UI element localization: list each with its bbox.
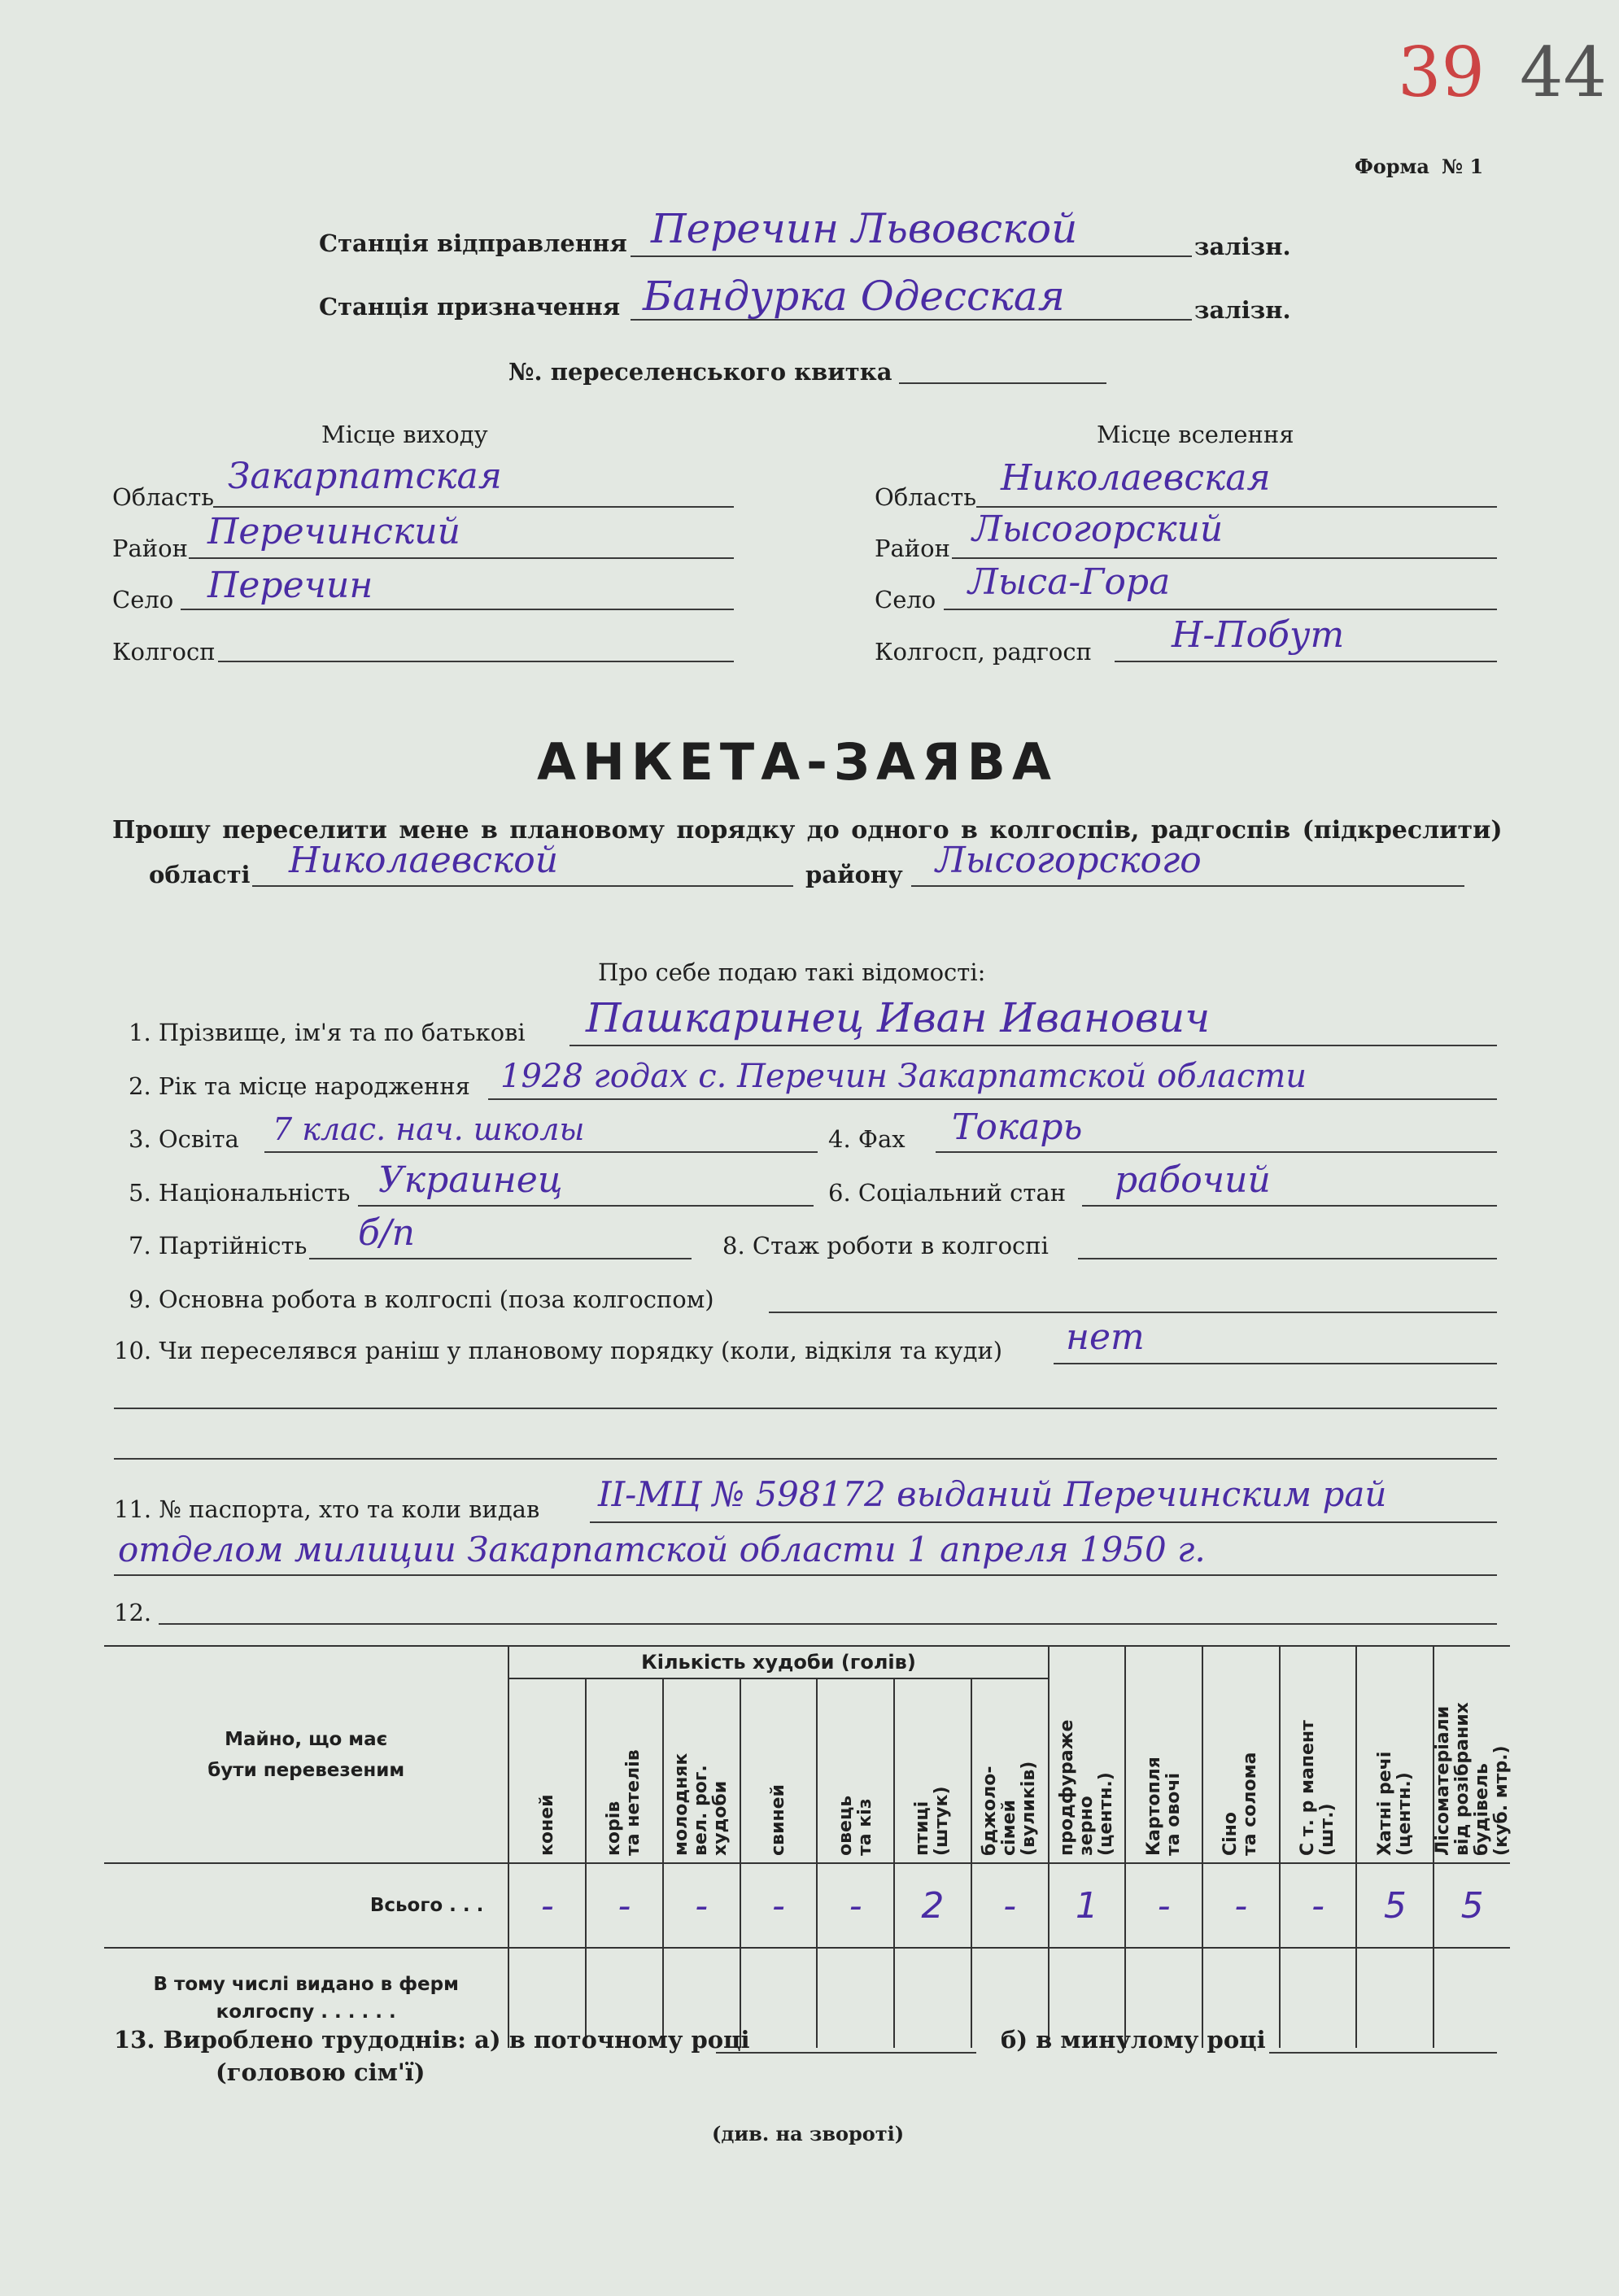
col-header-0: коней: [508, 1678, 586, 1863]
col-header-10: С т. р мапент (шт.): [1280, 1646, 1357, 1863]
f10-value: нет: [1066, 1316, 1145, 1358]
f3-label: 3. Освіта: [129, 1125, 239, 1153]
request-oblast-label: області: [149, 861, 251, 888]
row-total-value-12: 5: [1434, 1863, 1510, 1948]
row-total-value-2: -: [663, 1863, 740, 1948]
f13-b-label: б) в минулому році: [1001, 2026, 1266, 2054]
row-total-value-3: -: [740, 1863, 818, 1948]
f13-label: 13. Вироблено трудоднів: а) в поточному році: [114, 2026, 750, 2054]
col-header-4: овець та кіз: [817, 1678, 894, 1863]
f4-label: 4. Фах: [828, 1125, 906, 1153]
row-total-label: Всього . . .: [104, 1863, 508, 1948]
property-header: Майно, що має бути перевезеним: [207, 1728, 405, 1781]
request-oblast-value: Николаевской: [289, 840, 559, 881]
f1-label: 1. Прізвище, ім'я та по батькові: [129, 1019, 526, 1046]
request-raion-label: району: [805, 861, 903, 888]
destination-station-value: Бандурка Одесская: [643, 273, 1065, 320]
origin-raion-label: Район: [112, 535, 188, 562]
col-header-3: свиней: [740, 1678, 818, 1863]
origin-selo-value: Перечин: [207, 565, 373, 606]
col-header-11: Хатні речі (центн.): [1356, 1646, 1434, 1863]
col-header-12: Лісоматеріали від розібраних будівель (куб. мтр.): [1434, 1646, 1510, 1863]
row-total-value-9: -: [1202, 1863, 1280, 1948]
destination-station-label: Станція призначення: [319, 293, 621, 321]
f7-label: 7. Партійність: [129, 1232, 308, 1259]
col-header-7: продфураже зерно (центн.): [1049, 1646, 1126, 1863]
request-text: Прошу переселити мене в плановому порядку до одного в колгоспів, радгоспів (підкреслити): [112, 816, 1503, 845]
origin-raion-value: Перечинский: [207, 511, 460, 552]
archive-number-gray: 44: [1520, 33, 1607, 112]
f7-value: б/п: [358, 1212, 416, 1254]
f13-sub: (головою сім'ї): [216, 2058, 425, 2086]
destination-heading: Місце вселення: [1097, 421, 1294, 448]
dest-raion-value: Лысогорский: [972, 509, 1224, 550]
f12-label: 12.: [114, 1599, 152, 1626]
f10-label: 10. Чи переселявся раніш у плановому порядку (коли, відкіля та куди): [114, 1337, 1003, 1364]
col-header-9: Сіно та солома: [1202, 1646, 1280, 1863]
row-total-value-4: -: [817, 1863, 894, 1948]
request-raion-value: Лысогорского: [936, 840, 1202, 881]
f5-label: 5. Національність: [129, 1179, 351, 1207]
f9-label: 9. Основна робота в колгоспі (поза колгоспом): [129, 1285, 714, 1313]
f11-value-line2: отделом милиции Закарпатской области 1 апреля 1950 г.: [118, 1530, 1206, 1569]
departure-station-label: Станція відправлення: [319, 229, 627, 257]
f2-value: 1928 годах с. Перечин Закарпатской области: [500, 1058, 1307, 1095]
row-total-value-0: -: [508, 1863, 586, 1948]
ticket-label: №. переселенського квитка: [508, 358, 892, 386]
row-total-value-5: 2: [894, 1863, 971, 1948]
f1-value: Пашкаринец Иван Иванович: [586, 994, 1211, 1041]
f2-label: 2. Рік та місце народження: [129, 1072, 470, 1100]
dest-kolhosp-label: Колгосп, радгосп: [875, 638, 1092, 666]
dest-kolhosp-value: Н-Побут: [1172, 614, 1345, 656]
f5-value: Украинец: [378, 1159, 563, 1201]
dest-oblast-label: Область: [875, 483, 977, 511]
col-header-6: бджоло- сімей (вуликів): [971, 1678, 1049, 1863]
dest-selo-label: Село: [875, 586, 936, 613]
origin-kolhosp-label: Колгосп: [112, 638, 216, 666]
departure-station-value: Перечин Львовской: [651, 205, 1078, 252]
property-header-cell: [104, 1646, 508, 1863]
dest-raion-label: Район: [875, 535, 950, 562]
row-total-value-7: 1: [1049, 1863, 1126, 1948]
origin-heading: Місце виходу: [321, 421, 488, 448]
f11-value-line1: II-МЦ № 598172 выданий Перечинским рай: [598, 1474, 1387, 1514]
property-table: [104, 1645, 1510, 2048]
forma-label: Форма: [1355, 155, 1429, 178]
table-row: [104, 1863, 1510, 1948]
archive-number-red: 39: [1398, 33, 1485, 112]
col-header-5: птиці (штук): [894, 1678, 971, 1863]
form-title: АНКЕТА-ЗАЯВА: [537, 732, 1058, 792]
intro-text: Про себе подаю такі відомості:: [598, 958, 986, 986]
origin-selo-label: Село: [112, 586, 174, 613]
origin-oblast-label: Область: [112, 483, 215, 511]
see-reverse-note: (див. на звороті): [712, 2122, 905, 2145]
f8-label: 8. Стаж роботи в колгоспі: [722, 1232, 1049, 1259]
col-header-2: молодняк вел. рог. худоби: [663, 1678, 740, 1863]
row-total-value-8: -: [1125, 1863, 1202, 1948]
row-total-value-11: 5: [1356, 1863, 1434, 1948]
col-header-8: Картопля та овочі: [1125, 1646, 1202, 1863]
forma-number: № 1: [1442, 155, 1484, 178]
f3-value: 7 клас. нач. школы: [273, 1111, 585, 1147]
departure-suffix: залізн.: [1194, 233, 1291, 260]
row-farm-label: В тому числі видано в ферм колгоспу . . . . . .: [104, 1948, 508, 2048]
f4-value: Токарь: [952, 1107, 1083, 1148]
col-header-1: корів та нетелів: [586, 1678, 663, 1863]
f6-label: 6. Соціальний стан: [828, 1179, 1067, 1207]
origin-oblast-value: Закарпатская: [228, 456, 502, 497]
row-total-value-6: -: [971, 1863, 1049, 1948]
dest-oblast-value: Николаевская: [1001, 457, 1271, 499]
livestock-group-header: Кількість худоби (голів): [508, 1646, 1048, 1678]
f6-value: рабочий: [1115, 1159, 1271, 1201]
row-total-value-1: -: [586, 1863, 663, 1948]
destination-suffix: залізн.: [1194, 296, 1291, 324]
dest-selo-value: Лыса-Гора: [968, 561, 1171, 603]
row-total-value-10: -: [1280, 1863, 1357, 1948]
f11-label: 11. № паспорта, хто та коли видав: [114, 1495, 540, 1523]
